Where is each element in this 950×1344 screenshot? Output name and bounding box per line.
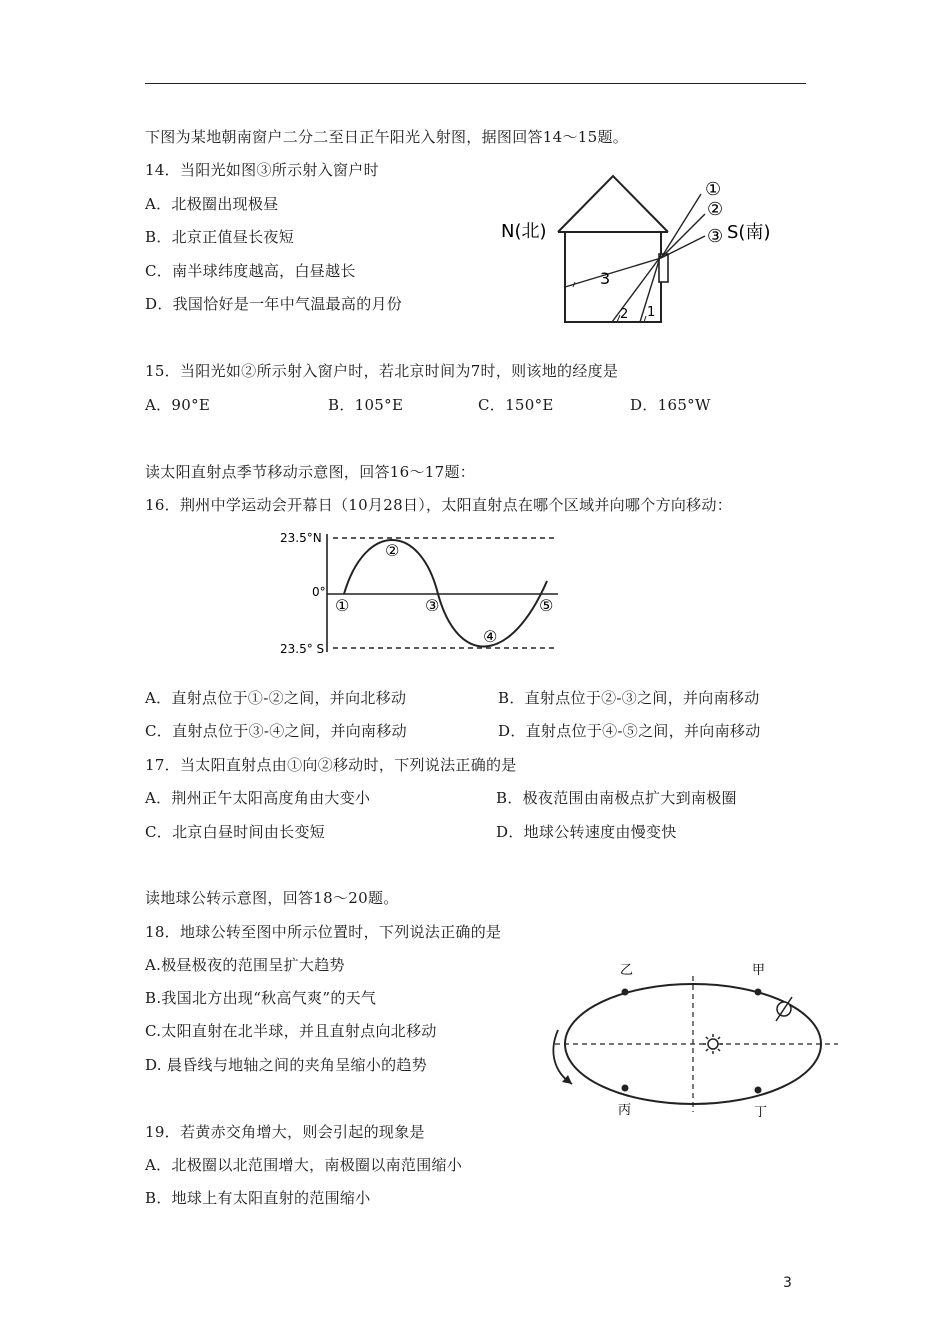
- q18-stem: 18．地球公转至图中所示位置时，下列说法正确的是: [145, 923, 502, 941]
- q14-option-b: B．北京正值昼长夜短: [145, 228, 295, 246]
- q14-stem: 14．当阳光如图③所示射入窗户时: [145, 161, 379, 179]
- q14-option-a: A．北极圈出现极昼: [145, 195, 279, 213]
- ray-label-2: ②: [707, 199, 724, 220]
- q14-option-c: C．南半球纬度越高，白昼越长: [145, 262, 356, 280]
- position-yi: 乙: [620, 963, 634, 978]
- point-3: ③: [425, 596, 440, 615]
- q17-stem: 17．当太阳直射点由①向②移动时，下列说法正确的是: [145, 756, 517, 774]
- house-label-south: S(南): [727, 222, 771, 243]
- q14-option-d: D．我国恰好是一年中气温最高的月份: [145, 295, 403, 313]
- q17-option-c: C．北京白昼时间由长变短: [145, 823, 326, 841]
- position-ding: 丁: [754, 1105, 768, 1120]
- point-5: ⑤: [539, 596, 554, 615]
- q15-stem: 15．当阳光如②所示射入窗户时，若北京时间为7时，则该地的经度是: [145, 362, 619, 380]
- position-bing: 丙: [618, 1103, 632, 1118]
- earth-orbit-figure: [540, 958, 850, 1128]
- intro-14-15: 下图为某地朝南窗户二分二至日正午阳光入射图，据图回答14～15题。: [145, 128, 629, 146]
- angle-label-2: 2: [620, 307, 629, 322]
- q17-option-d: D．地球公转速度由慢变快: [496, 823, 677, 841]
- label-equator: 0°: [312, 585, 326, 599]
- q19-stem: 19．若黄赤交角增大，则会引起的现象是: [145, 1123, 425, 1141]
- q18-option-c: C.太阳直射在北半球，并且直射点向北移动: [145, 1022, 437, 1040]
- intro-18-20: 读地球公转示意图，回答18～20题。: [145, 889, 399, 907]
- label-23s: 23.5° S: [280, 642, 325, 656]
- q18-option-b: B.我国北方出现“秋高气爽”的天气: [145, 989, 377, 1007]
- q17-option-a: A．荆州正午太阳高度角由大变小: [145, 789, 371, 807]
- q16-option-d: D．直射点位于④-⑤之间，并向南移动: [498, 722, 761, 740]
- q15-option-c: C．150°E: [478, 396, 554, 414]
- angle-label-3: 3: [600, 269, 611, 288]
- angle-label-1: 1: [647, 305, 656, 320]
- house-label-north: N(北): [501, 221, 547, 242]
- q16-stem: 16．荆州中学运动会开幕日（10月28日），太阳直射点在哪个区域并向哪个方向移动：: [145, 496, 733, 514]
- label-23n: 23.5°N: [280, 531, 322, 545]
- q18-option-d: D. 晨昏线与地轴之间的夹角呈缩小的趋势: [145, 1056, 428, 1074]
- ray-label-3: ③: [707, 226, 724, 247]
- position-jia: 甲: [752, 963, 766, 978]
- q16-option-b: B．直射点位于②-③之间，并向南移动: [498, 689, 760, 707]
- point-4: ④: [483, 627, 498, 646]
- earth-icon: [776, 997, 792, 1021]
- sun-icon: [703, 1034, 723, 1054]
- point-1: ①: [335, 596, 350, 615]
- intro-16-17: 读太阳直射点季节移动示意图，回答16～17题：: [145, 463, 476, 481]
- q17-option-b: B．极夜范围由南极点扩大到南极圈: [496, 789, 737, 807]
- house-sunlight-figure: [495, 170, 795, 330]
- q19-option-a: A．北极圈以北范围增大，南极圈以南范围缩小: [145, 1156, 463, 1174]
- ray-label-1: ①: [705, 179, 722, 200]
- q15-option-a: A．90°E: [145, 396, 211, 414]
- q15-option-d: D．165°W: [630, 396, 711, 414]
- header-rule: [145, 83, 806, 84]
- page-number: 3: [783, 1275, 792, 1291]
- subsolar-point-figure: [280, 526, 570, 656]
- q16-option-c: C．直射点位于③-④之间，并向南移动: [145, 722, 407, 740]
- point-2: ②: [385, 541, 400, 560]
- q18-option-a: A.极昼极夜的范围呈扩大趋势: [145, 956, 345, 974]
- q19-option-b: B．地球上有太阳直射的范围缩小: [145, 1189, 371, 1207]
- q15-option-b: B．105°E: [328, 396, 404, 414]
- q16-option-a: A．直射点位于①-②之间，并向北移动: [145, 689, 407, 707]
